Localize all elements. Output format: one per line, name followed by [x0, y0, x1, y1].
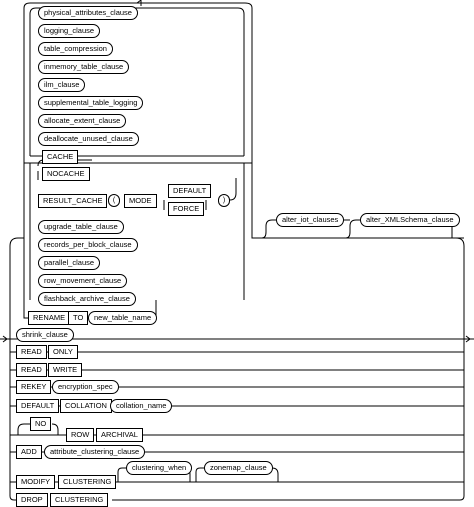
keyword-rename: RENAME	[28, 311, 70, 325]
keyword-no: NO	[30, 417, 51, 431]
node-parallel-clause: parallel_clause	[38, 256, 100, 270]
node-records-per-block-clause: records_per_block_clause	[38, 238, 138, 252]
paren-open: (	[108, 194, 120, 207]
node-clustering-when: clustering_when	[126, 461, 192, 475]
node-supplemental-table-logging: supplemental_table_logging	[38, 96, 143, 110]
keyword-to: TO	[68, 311, 88, 325]
node-zonemap-clause: zonemap_clause	[204, 461, 273, 475]
keyword-read: READ	[16, 345, 47, 359]
keyword-clustering-2: CLUSTERING	[50, 493, 108, 507]
node-collation-name: collation_name	[110, 399, 172, 413]
node-alter-xmlschema-clause: alter_XMLSchema_clause	[360, 213, 460, 227]
keyword-drop: DROP	[16, 493, 48, 507]
keyword-mode: MODE	[124, 194, 157, 208]
keyword-cache: CACHE	[42, 150, 78, 164]
node-inmemory-table-clause: inmemory_table_clause	[38, 60, 129, 74]
node-deallocate-unused-clause: deallocate_unused_clause	[38, 132, 139, 146]
keyword-default-2: DEFAULT	[16, 399, 59, 413]
keyword-add: ADD	[16, 445, 42, 459]
node-allocate-extent-clause: allocate_extent_clause	[38, 114, 126, 128]
node-row-movement-clause: row_movement_clause	[38, 274, 127, 288]
node-table-compression: table_compression	[38, 42, 113, 56]
node-flashback-archive-clause: flashback_archive_clause	[38, 292, 136, 306]
keyword-clustering: CLUSTERING	[58, 475, 116, 489]
node-upgrade-table-clause: upgrade_table_clause	[38, 220, 124, 234]
keyword-result-cache: RESULT_CACHE	[38, 194, 107, 208]
keyword-row: ROW	[66, 428, 94, 442]
keyword-archival: ARCHIVAL	[96, 428, 143, 442]
keyword-rekey: REKEY	[16, 380, 51, 394]
keyword-modify: MODIFY	[16, 475, 55, 489]
keyword-write: WRITE	[48, 363, 82, 377]
paren-close: )	[218, 194, 230, 207]
keyword-collation: COLLATION	[60, 399, 112, 413]
node-shrink-clause: shrink_clause	[16, 328, 74, 342]
node-encryption-spec: encryption_spec	[52, 380, 119, 394]
node-ilm-clause: ilm_clause	[38, 78, 85, 92]
keyword-force: FORCE	[168, 202, 204, 216]
node-logging-clause: logging_clause	[38, 24, 100, 38]
node-attribute-clustering-clause: attribute_clustering_clause	[44, 445, 145, 459]
node-alter-iot-clauses: alter_iot_clauses	[276, 213, 344, 227]
node-physical-attributes-clause: physical_attributes_clause	[38, 6, 138, 20]
keyword-only: ONLY	[48, 345, 78, 359]
keyword-nocache: NOCACHE	[42, 167, 90, 181]
keyword-default: DEFAULT	[168, 184, 211, 198]
keyword-read-2: READ	[16, 363, 47, 377]
node-new-table-name: new_table_name	[88, 311, 157, 325]
